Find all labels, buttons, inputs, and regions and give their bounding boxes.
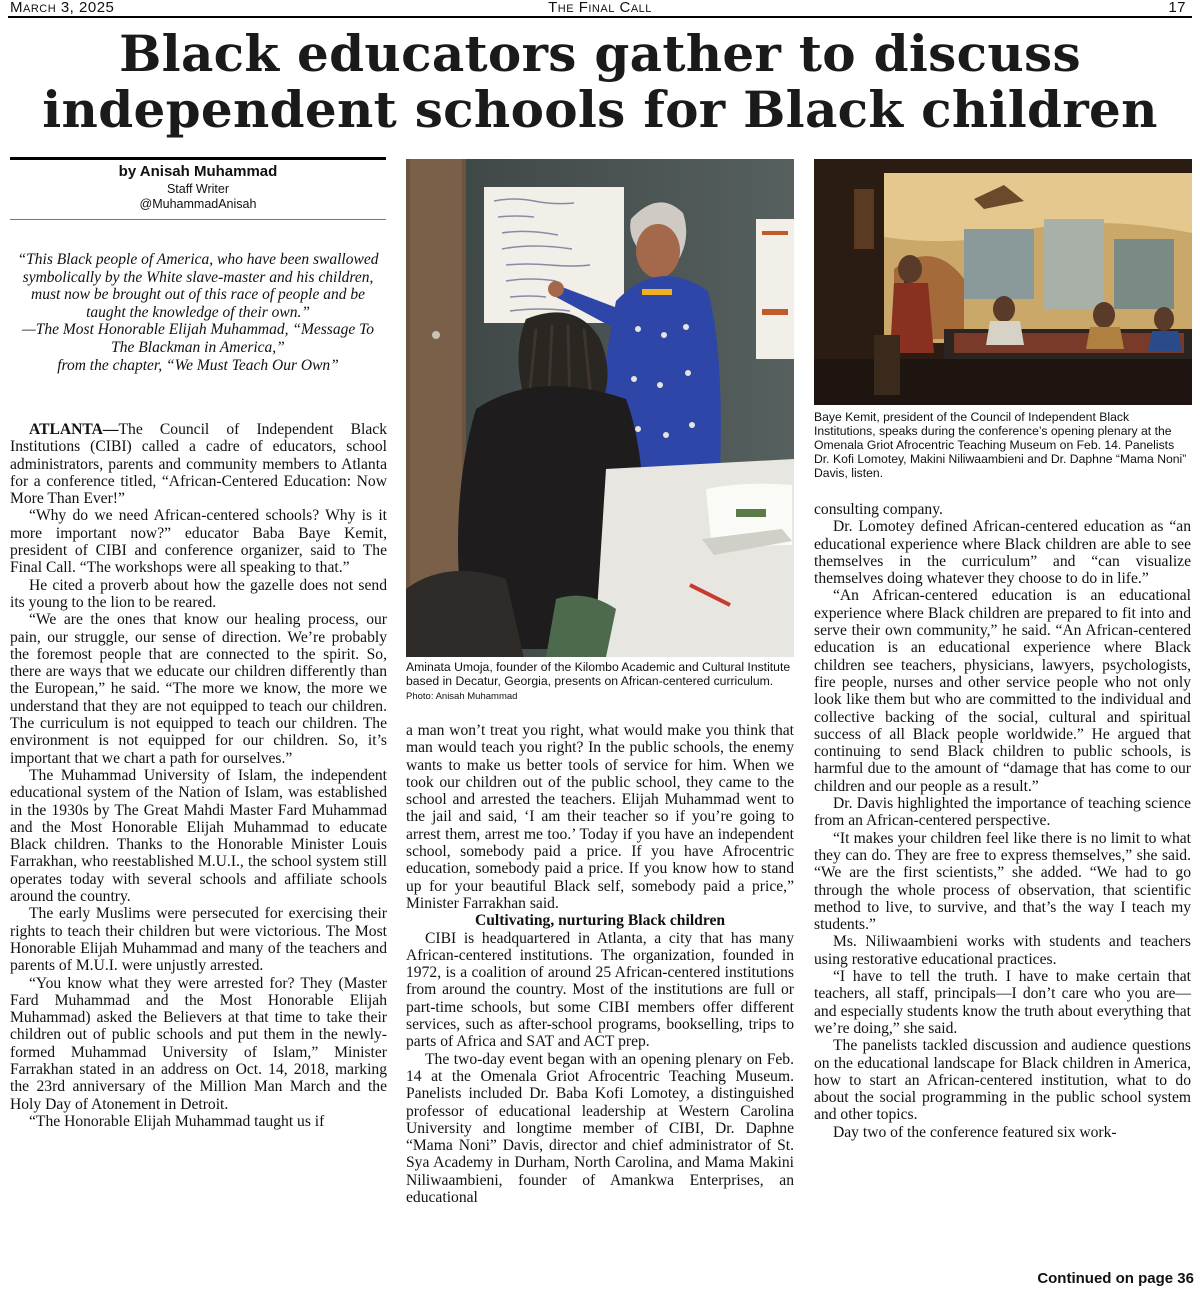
author-role: Staff Writer	[166, 182, 230, 196]
paragraph: “I have to tell the truth. I have to make certain that teachers, all staff, principals—I don’t care who you are—and especially students know the truth about everything that we’re doing,” she said.	[814, 968, 1191, 1037]
page-number: 17	[1168, 0, 1186, 16]
folio-rule	[8, 16, 1192, 18]
paragraph: The panelists tackled discussion and audience questions on the educational landscape for Black children in America, how to start an African-centered institution, what to do about the social programming in the public school system and other topics.	[814, 1037, 1191, 1124]
paragraph: The early Muslims were persecuted for exercising their rights to teach their children but were victorious. The Most Honorable Elijah Muhammad and many of the teachers and parents of M.U.I. were unjustly arrested.	[10, 905, 387, 975]
byline-rule	[10, 157, 386, 160]
paragraph: “You know what they were arrested for? They (Master Fard Muhammad and the Most Honorable Elijah Muhammad) asked the Believers at that time to take their children out of public schools and put them in the newly-formed Muhammad University of Islam,” Minister Farrakhan stated in an address on Oct. 14, 2018, marking the 23rd anniversary of the Million Man March and the Holy Day of Atonement in Detroit.	[10, 974, 387, 1113]
paragraph: CIBI is headquartered in Atlanta, a city that has many African-centered institutions. The organization, founded in 1972, is a coalition of around 25 African-centered institutions from around the country. Most of the institutions are full or part-time schools, but some CIBI members offer different services, such as after-school programs, bookselling, trips to parts of Africa and SAT and ACT prep.	[406, 929, 794, 1051]
byline-bottom-rule	[10, 219, 386, 220]
right-photo	[814, 159, 1192, 405]
author-handle: @MuhammadAnisah	[139, 197, 257, 211]
byline	[10, 163, 386, 211]
paragraph: The two-day event began with an opening plenary on Feb. 14 at the Omenala Griot Afrocentric Teaching Museum. Panelists included Dr. Baba Kofi Lomotey, a distinguished professor of educational leadership at Western Carolina University and longtime member of CIBI, Dr. Daphne “Mama Noni” Davis, director and chief administrator of St. Sya Academy in Durham, North Carolina, and Mama Makini Niliwaambieni, founder of Amankwa Enterprises, an educational	[406, 1050, 794, 1207]
headline-line-1: Black educators gather to discuss	[119, 24, 1081, 83]
photo-credit: Photo: Anisah Muhammad	[406, 691, 518, 702]
author-name: by Anisah Muhammad	[118, 163, 278, 180]
paragraph: consulting company.	[814, 501, 943, 518]
paragraph: The Muhammad University of Islam, the independent educational system of the Nation of Islam, was established in the 1930s by The Great Mahdi Master Fard Muhammad and the Most Honorable Elijah Muhammad to educate Black children. Thanks to the Honorable Minister Louis Farrakhan, who reestablished M.U.I., the school system still operates today with several schools and affiliate schools around the country.	[10, 766, 387, 906]
pull-quote-attribution: —The Most Honorable Elijah Muhammad, “Message To The Blackman in America,”	[21, 321, 375, 356]
issue-date: March 3, 2025	[10, 0, 115, 16]
pull-quote-text: “This Black people of America, who have been swallowed symbolically by the White slave-master and his children, must now be brought out of this race of people and be taught the knowledge of their own.”	[17, 251, 379, 321]
paragraph: Day two of the conference featured six work-	[833, 1123, 1117, 1141]
headline	[0, 26, 1200, 138]
panel-photo-illustration	[814, 159, 1192, 405]
continued-link[interactable]: Continued on page 36	[1037, 1270, 1194, 1287]
main-caption-text: Aminata Umoja, founder of the Kilombo Academic and Cultural Institute based in Decatur, Georgia, presents on African-centered curriculum.	[406, 660, 791, 688]
main-photo-caption	[406, 660, 798, 704]
paragraph: Dr. Davis highlighted the importance of teaching science from an African-centered perspective.	[814, 795, 1191, 830]
paragraph: “An African-centered education is an educational experience where Black children are prepared to fit into and serve their own community,” he said. “An African-centered education is an educational experience where Black children see teachers, physicians, lawyers, psychologists, fire people, nurses and other service people who not only look like them but who are committed to the individual and collective backing of the social, cultural and spiritual success of all Black people worldwide.” He argued that continuing to send Black children to public schools, is harmful due to the amount of “damage that has come to our children and our people as a result.”	[814, 587, 1191, 795]
subhead: Cultivating, nurturing Black children	[474, 912, 726, 930]
paragraph: “It makes your children feel like there is no limit to what they can do. They are free to express themselves,” she said. “We are the first scientists,” she added. “We had to go through the whole process of observation, that scientific method to live, to survive, and that’s the way I teach my students.”	[814, 829, 1191, 934]
paragraph: He cited a proverb about how the gazelle does not send its young to the lion to be reared.	[10, 576, 387, 611]
paragraph: Dr. Lomotey defined African-centered education as “an educational experience where Black children are able to see themselves in the curriculum” and “can visualize themselves doing whatever they choose to do in life.”	[814, 518, 1191, 588]
article-column-3	[814, 501, 1191, 1141]
dateline: ATLANTA—	[29, 421, 119, 438]
right-photo-caption: Baye Kemit, president of the Council of Independent Black Institutions, speaks during the conference’s opening plenary at the Omenala Griot Afrocentric Teaching Museum on Feb. 14. Panelists Dr. Kofi Lomotey, Makini Niliwaambieni and Dr. Daphne “Mama Noni” Davis, listen.	[814, 410, 1187, 480]
article-column-1	[10, 421, 387, 1130]
headline-line-2: independent schools for Black children	[42, 80, 1158, 139]
paragraph: Ms. Niliwaambieni works with students and teachers using restorative educational practices.	[814, 933, 1191, 968]
publication-name: The Final Call	[548, 0, 652, 16]
paragraph: a man won’t treat you right, what would make you think that man would teach you right? In the public schools, the enemy wants to make us better tools of service for him. When we took our children out of the public school, they came to the school and arrested the teachers. Elijah Muhammad went to the jail and said, ‘I am their teacher so if you’re going to arrest them, arrest me too.’ Today if you have an independent school, somebody paid a price. If you have Afrocentric education, somebody paid a price. If you know how to stand up for your beautiful Black self, somebody paid a price,” Minister Farrakhan said.	[406, 722, 794, 912]
pull-quote	[16, 251, 380, 374]
paragraph: “Why do we need African-centered schools? Why is it more important now?” educator Baba Baye Kemit, president of CIBI and conference organizer, said to The Final Call. “The workshops were all speaking to that.”	[10, 507, 387, 577]
presenter-photo-illustration	[406, 159, 794, 657]
main-photo	[406, 159, 794, 657]
article-column-2	[406, 722, 794, 1206]
paragraph: “We are the ones that know our healing process, our pain, our struggle, our sense of direction. We’re probably the foremost people that are connected to the spirit. So, there are ways that we educate our children differently than the European,” he said. “The more we know, the more we understand that they are not equipped to teach our children. The curriculum is not equipped to teach our children. The environment is not equipped for our children. So, it’s important that we chart a path for ourselves.”	[10, 611, 387, 767]
paragraph: ATLANTA—The Council of Independent Black Institutions (CIBI) called a cadre of educators, school administrators, parents and community members to Atlanta for a conference titled, “African-Centered Education: Now More Than Ever!”	[10, 421, 387, 508]
pull-quote-source: from the chapter, “We Must Teach Our Own”	[57, 356, 339, 374]
paragraph: “The Honorable Elijah Muhammad taught us if	[29, 1112, 325, 1130]
